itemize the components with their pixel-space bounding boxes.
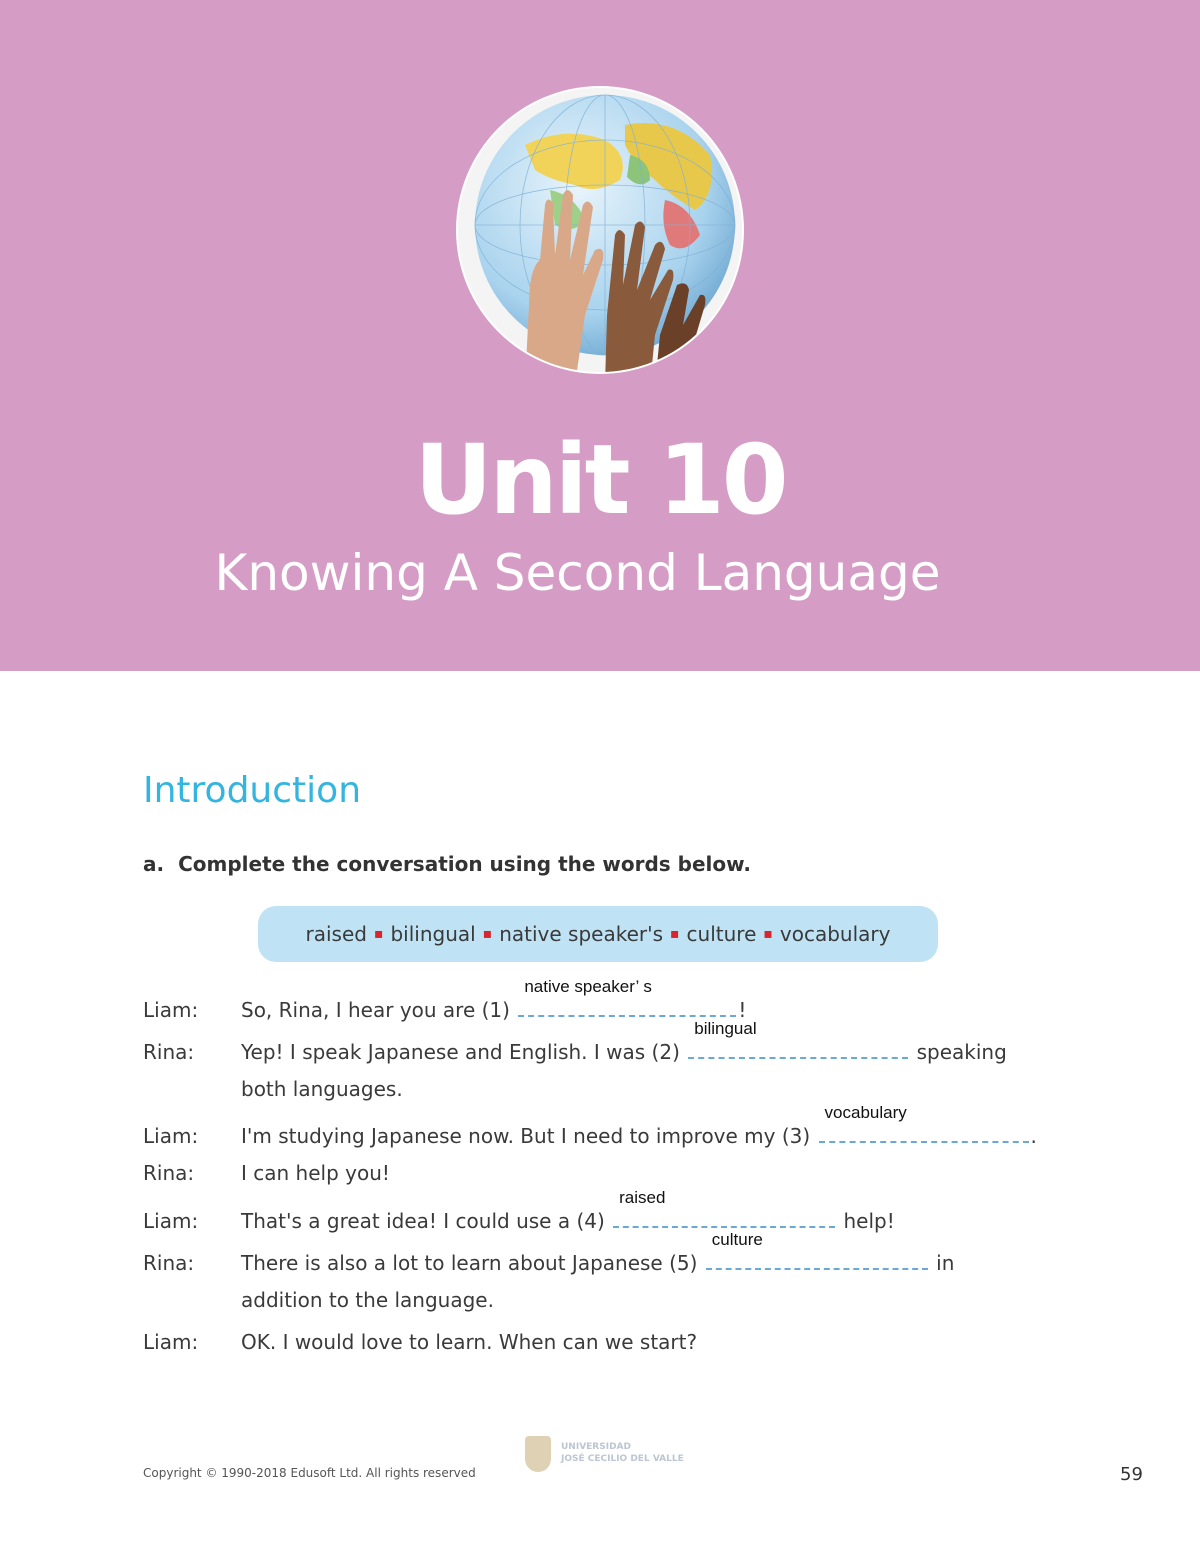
answer-blank[interactable] bbox=[688, 1019, 908, 1059]
dialogue-text: addition to the language. bbox=[241, 1288, 494, 1312]
page-number: 59 bbox=[1120, 1464, 1143, 1485]
exercise-instruction bbox=[143, 852, 751, 876]
instruction-text: Complete the conversation using the words below. bbox=[178, 852, 751, 876]
separator-bullet: ▪ bbox=[763, 926, 773, 942]
dialogue-text: That's a great idea! I could use a (4) bbox=[241, 1209, 612, 1233]
dialogue-text: I can help you! bbox=[241, 1161, 390, 1185]
crest-icon bbox=[525, 1436, 551, 1472]
dialogue-line bbox=[143, 1103, 1037, 1148]
word-bank-item: raised bbox=[305, 922, 367, 946]
dialogue-line bbox=[143, 1019, 1007, 1064]
globe-hands-image bbox=[455, 85, 745, 375]
dialogue-text: I'm studying Japanese now. But I need to improve my (3) bbox=[241, 1124, 817, 1148]
speaker-name: Liam: bbox=[143, 1124, 199, 1148]
word-bank-item: culture bbox=[686, 922, 757, 946]
speaker-name: Liam: bbox=[143, 998, 199, 1022]
answer-blank[interactable] bbox=[613, 1188, 835, 1228]
word-bank-item: native speaker's bbox=[499, 922, 664, 946]
dialogue-line bbox=[143, 1077, 403, 1101]
separator-bullet: ▪ bbox=[373, 926, 384, 942]
dialogue-text: So, Rina, I hear you are (1) bbox=[241, 998, 517, 1022]
answer-text: raised bbox=[619, 1188, 666, 1207]
separator-bullet: ▪ bbox=[670, 926, 680, 942]
copyright-text: Copyright © 1990-2018 Edusoft Ltd. All rights reserved bbox=[143, 1466, 476, 1480]
speaker-name: Liam: bbox=[143, 1209, 199, 1233]
unit-subtitle: Knowing A Second Language bbox=[214, 544, 941, 602]
unit-banner bbox=[0, 0, 1200, 671]
answer-text: culture bbox=[711, 1230, 763, 1249]
unit-title: Unit 10 bbox=[414, 424, 786, 536]
dialogue-text: both languages. bbox=[241, 1077, 403, 1101]
section-title: Introduction bbox=[143, 770, 362, 811]
university-logo bbox=[515, 1426, 685, 1482]
dialogue-line bbox=[143, 1188, 895, 1233]
dialogue-text: OK. I would love to learn. When can we start? bbox=[241, 1330, 698, 1354]
answer-text: bilingual bbox=[694, 1019, 757, 1038]
dialogue-text: speaking bbox=[910, 1040, 1007, 1064]
dialogue-line bbox=[143, 1330, 697, 1354]
answer-blank[interactable] bbox=[706, 1230, 928, 1270]
dialogue-text: There is also a lot to learn about Japanese (5) bbox=[241, 1251, 704, 1275]
logo-line-1: UNIVERSIDAD bbox=[561, 1442, 631, 1453]
logo-line-2: JOSÉ CECILIO DEL VALLE bbox=[561, 1454, 684, 1464]
separator-bullet: ▪ bbox=[482, 926, 493, 942]
answer-blank[interactable] bbox=[819, 1103, 1029, 1143]
dialogue-line bbox=[143, 1230, 955, 1275]
dialogue-line bbox=[143, 1288, 494, 1312]
word-bank-item: vocabulary bbox=[779, 922, 891, 946]
exercise-letter: a. bbox=[143, 852, 165, 876]
dialogue-text: . bbox=[1030, 1124, 1037, 1148]
answer-text: native speaker’ s bbox=[524, 977, 652, 996]
speaker-name: Rina: bbox=[143, 1040, 195, 1064]
dialogue-line bbox=[143, 1161, 390, 1185]
dialogue-text: in bbox=[929, 1251, 955, 1275]
dialogue-text: Yep! I speak Japanese and English. I was (2) bbox=[241, 1040, 687, 1064]
dialogue-line bbox=[143, 977, 747, 1022]
speaker-name: Rina: bbox=[143, 1161, 195, 1185]
dialogue-text: ! bbox=[738, 998, 747, 1022]
dialogue-text: help! bbox=[837, 1209, 895, 1233]
answer-text: vocabulary bbox=[824, 1103, 907, 1122]
word-bank bbox=[258, 906, 938, 962]
speaker-name: Liam: bbox=[143, 1330, 199, 1354]
answer-blank[interactable] bbox=[518, 977, 736, 1017]
speaker-name: Rina: bbox=[143, 1251, 195, 1275]
word-bank-item: bilingual bbox=[390, 922, 476, 946]
